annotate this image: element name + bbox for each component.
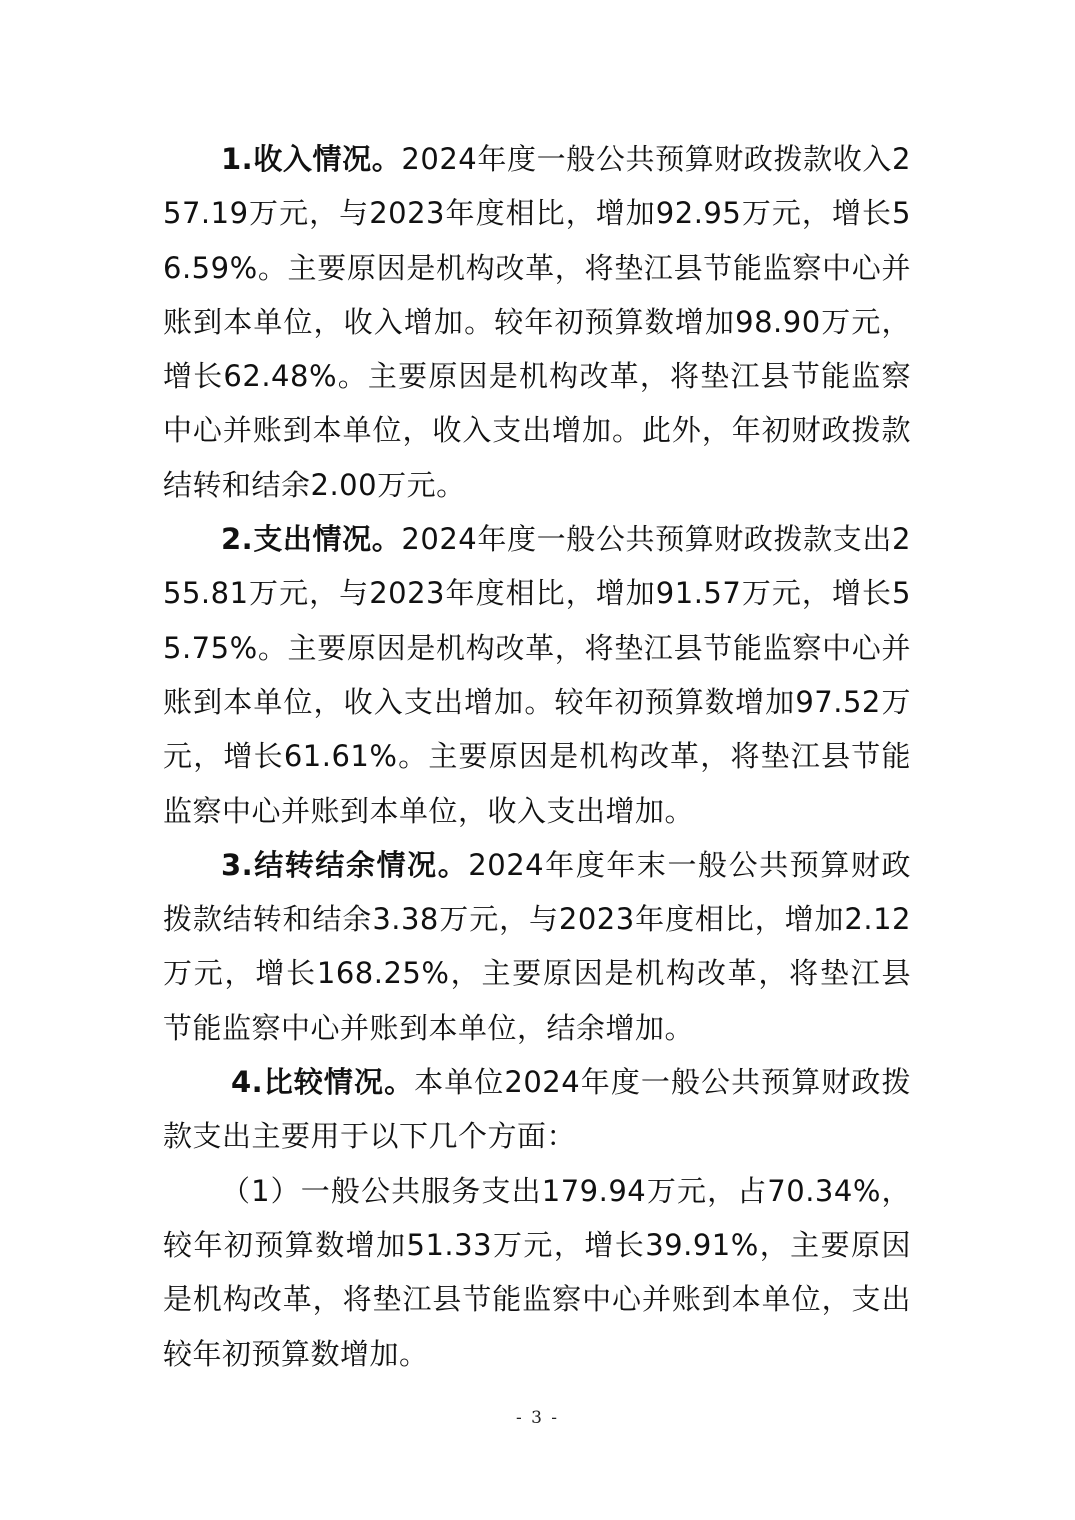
paragraph-expenditure-text: 2024年度一般公共预算财政拨款支出255.81万元，与2023年度相比，增加91.57万元，增长55.75%。主要原因是机构改革，将垫江县节能监察中心并账到本单位，收入支出增加。较年初预算数增加97.52万元，增长61.61%。主要原因是机构改革，将垫江县节能监察中心并账到本单位，收入支出增加。 [163, 522, 911, 828]
paragraph-carryover [163, 838, 911, 1055]
paragraph-income-text: 2024年度一般公共预算财政拨款收入257.19万元，与2023年度相比，增加92.95万元，增长56.59%。主要原因是机构改革，将垫江县节能监察中心并账到本单位，收入增加。较年初预算数增加98.90万元，增长62.48%。主要原因是机构改革，将垫江县节能监察中心并账到本单位，收入支出增加。此外，年初财政拨款结转和结余2.00万元。 [163, 142, 911, 502]
heading-carryover: 3.结转结余情况。 [221, 847, 469, 882]
paragraph-carryover-text: 2024年度年末一般公共预算财政拨款结转和结余3.38万元，与2023年度相比，增加2.12万元，增长168.25%，主要原因是机构改革，将垫江县节能监察中心并账到本单位，结余增加。 [163, 847, 911, 1045]
page-number: - 3 - [515, 1408, 560, 1428]
paragraph-income [163, 132, 911, 512]
paragraph-general-services-text: （1）一般公共服务支出179.94万元，占70.34%，较年初预算数增加51.33万元，增长39.91%，主要原因是机构改革，将垫江县节能监察中心并账到本单位，支出较年初预算数增加。 [163, 1173, 911, 1371]
paragraph-comparison [163, 1055, 911, 1164]
paragraph-comparison-text: 本单位2024年度一般公共预算财政拨款支出主要用于以下几个方面： [163, 1065, 911, 1154]
paragraph-general-services [163, 1164, 911, 1381]
heading-expenditure: 2.支出情况。 [221, 522, 402, 557]
heading-comparison: 4.比较情况。 [231, 1065, 415, 1100]
document-body [163, 132, 911, 1381]
paragraph-expenditure [163, 512, 911, 838]
heading-income: 1.收入情况。 [221, 142, 402, 176]
